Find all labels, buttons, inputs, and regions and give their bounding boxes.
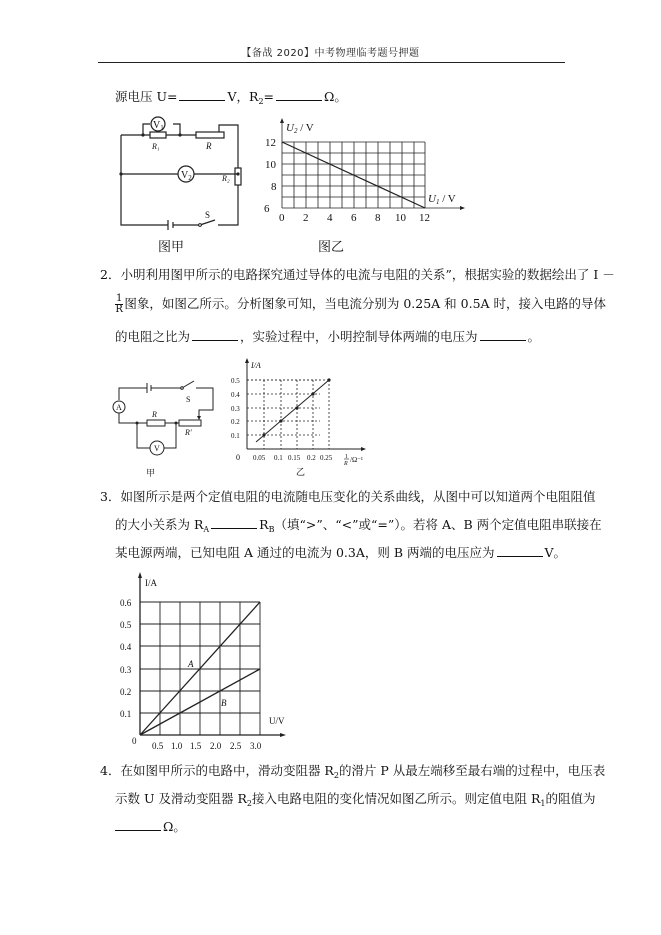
svg-text:2.5: 2.5 [230, 741, 242, 751]
svg-text:10: 10 [265, 159, 276, 171]
svg-text:0: 0 [279, 212, 285, 224]
frac-num: 1 [116, 293, 123, 304]
q4-line2 [115, 791, 595, 812]
answer-blank-comparison[interactable] [211, 516, 257, 529]
frac-den: R [115, 304, 123, 315]
q1-suffix: Ω。 [324, 89, 347, 104]
q2-line3-b: ，实验过程中，小明控制导体两端的电压为 [240, 329, 478, 344]
q4-line1-a: 4．在如图甲所示的电路中，滑动变阻器 R [100, 763, 334, 778]
svg-text:0.1: 0.1 [120, 709, 132, 719]
svg-text:3.0: 3.0 [250, 741, 262, 751]
q3-line1: 3．如图所示是两个定值电阻的电流随电压变化的关系曲线，从图中可以知道两个电阻阻值 [100, 489, 596, 504]
svg-text:12: 12 [265, 137, 276, 149]
v1-label: $V_1$ [153, 120, 164, 132]
subscript: 2 [258, 97, 264, 106]
fig2-circuit-caption: 甲 [146, 469, 156, 479]
svg-text:V: V [154, 444, 160, 453]
svg-text:1.5: 1.5 [190, 741, 202, 751]
svg-text:S: S [205, 210, 211, 220]
line-b-label: B [221, 698, 227, 708]
q1-eq: = [263, 89, 275, 104]
page-header: 【备战 2020】中考物理临考题号押题 [241, 48, 420, 59]
svg-text:R': R' [185, 428, 192, 437]
answer-blank-r2[interactable] [276, 88, 322, 101]
svg-text:/Ω⁻¹: /Ω⁻¹ [350, 456, 363, 464]
chart-i-vs-inverse-r [228, 358, 378, 478]
answer-blank-voltage-b[interactable] [497, 544, 543, 557]
svg-text:0.3: 0.3 [231, 405, 240, 413]
svg-text:R₂: R₂ [222, 174, 230, 183]
svg-text:0.2: 0.2 [307, 454, 316, 462]
q4-line3-text: Ω。 [163, 819, 186, 834]
q4-line3 [115, 818, 186, 835]
line-a-label: A [188, 659, 194, 669]
q2-line3 [115, 328, 540, 345]
svg-text:8: 8 [375, 212, 381, 224]
q4-line1-b: 的滑片 P 从最左端移至最右端的过程中，电压表 [338, 763, 606, 778]
svg-text:U/V: U/V [269, 716, 285, 726]
fig1-circuit-caption: 图甲 [158, 240, 185, 255]
q3-line2-c: （填“>”、“<”或“=”）。若将 A、B 两个定值电阻串联接在 [274, 517, 602, 532]
svg-text:1: 1 [345, 454, 348, 460]
svg-text:R: R [206, 141, 212, 151]
svg-text:R: R [344, 461, 348, 467]
svg-text:0.3: 0.3 [120, 665, 132, 675]
svg-text:0.2: 0.2 [231, 418, 240, 426]
svg-text:2.0: 2.0 [210, 741, 222, 751]
svg-text:0.1: 0.1 [231, 432, 240, 440]
circuit-diagram-1 [118, 115, 258, 230]
svg-text:0.5: 0.5 [120, 620, 132, 630]
svg-text:I/A: I/A [251, 361, 261, 370]
svg-text:8: 8 [271, 181, 277, 193]
q4-line2-b: 接入电路电阻的变化情况如图乙所示。则定值电阻 R [251, 791, 541, 806]
svg-text:6: 6 [351, 212, 357, 224]
q4-line1 [100, 763, 605, 784]
svg-text:0.05: 0.05 [253, 454, 266, 462]
svg-text:0: 0 [236, 453, 240, 462]
svg-text:R: R [152, 410, 157, 419]
svg-text:0.4: 0.4 [120, 642, 132, 652]
q2-line3-c: 。 [527, 329, 541, 344]
svg-text:0.2: 0.2 [120, 687, 132, 697]
svg-text:10: 10 [395, 212, 406, 224]
subscript: 2 [246, 799, 252, 808]
svg-text:0.6: 0.6 [120, 598, 132, 608]
svg-text:R₁: R₁ [152, 142, 160, 151]
svg-text:0: 0 [132, 736, 137, 746]
q3-line3-b: V。 [544, 545, 567, 560]
subscript: A [203, 525, 210, 534]
svg-text:0.4: 0.4 [231, 391, 240, 399]
svg-text:0.15: 0.15 [288, 454, 301, 462]
svg-text:2: 2 [303, 212, 309, 224]
answer-blank-r1[interactable] [115, 818, 161, 831]
svg-text:U1 / V: U1 / V [428, 193, 456, 206]
fig2-graph-caption: 乙 [296, 468, 306, 478]
q4-line2-a: 示数 U 及滑动变阻器 R [115, 791, 247, 806]
answer-blank-voltage[interactable] [179, 88, 225, 101]
q1-mid: V，R [227, 89, 259, 104]
chart-i-vs-u-ab [112, 572, 302, 752]
v2-label: $V_2$ [181, 170, 192, 182]
q2-line1: 2．小明利用图甲所示的电路探究通过导体的电流与电阻的关系”，根据实验的数据绘出了 I － [100, 267, 615, 282]
svg-text:0.5: 0.5 [152, 741, 164, 751]
svg-text:12: 12 [419, 212, 430, 224]
header-rule [98, 62, 565, 63]
svg-text:A: A [116, 403, 122, 412]
q3-line2-a: 的大小关系为 R [115, 517, 204, 532]
q2-line3-a: 的电阻之比为 [115, 329, 191, 344]
q3-line3-a: 某电源两端，已知电阻 A 通过的电流为 0.3A，则 B 两端的电压应为 [115, 545, 495, 560]
q3-line3 [115, 544, 566, 561]
svg-text:0.25: 0.25 [320, 454, 333, 462]
subscript: 2 [333, 771, 339, 780]
fig1-graph-caption: 图乙 [318, 240, 345, 255]
svg-text:S: S [186, 395, 191, 404]
q4-line2-c: 的阻值为 [545, 791, 596, 806]
circuit-diagram-2 [112, 380, 217, 465]
q2-line2 [115, 294, 606, 315]
q1-answer-line [115, 88, 347, 110]
fraction-1-over-r [115, 294, 123, 315]
svg-text:U2 / V: U2 / V [286, 122, 314, 135]
svg-text:I/A: I/A [145, 578, 157, 588]
subscript: 1 [540, 799, 546, 808]
svg-text:6: 6 [264, 203, 270, 215]
q1-prefix: 源电压 U= [115, 89, 178, 104]
chart-u2-u1 [262, 118, 472, 233]
q3-line2-b: R [259, 517, 269, 532]
svg-text:0.5: 0.5 [231, 377, 240, 385]
q3-line2 [115, 516, 602, 538]
svg-text:1.0: 1.0 [171, 741, 183, 751]
answer-blank-ratio[interactable] [192, 328, 238, 341]
subscript: B [268, 525, 275, 534]
svg-text:4: 4 [327, 212, 333, 224]
q2-line2-text: 图象，如图乙所示。分析图象可知，当电流分别为 0.25A 和 0.5A 时，接入电路的导体 [124, 296, 607, 311]
svg-text:0.1: 0.1 [274, 454, 283, 462]
answer-blank-voltage-2[interactable] [480, 328, 526, 341]
